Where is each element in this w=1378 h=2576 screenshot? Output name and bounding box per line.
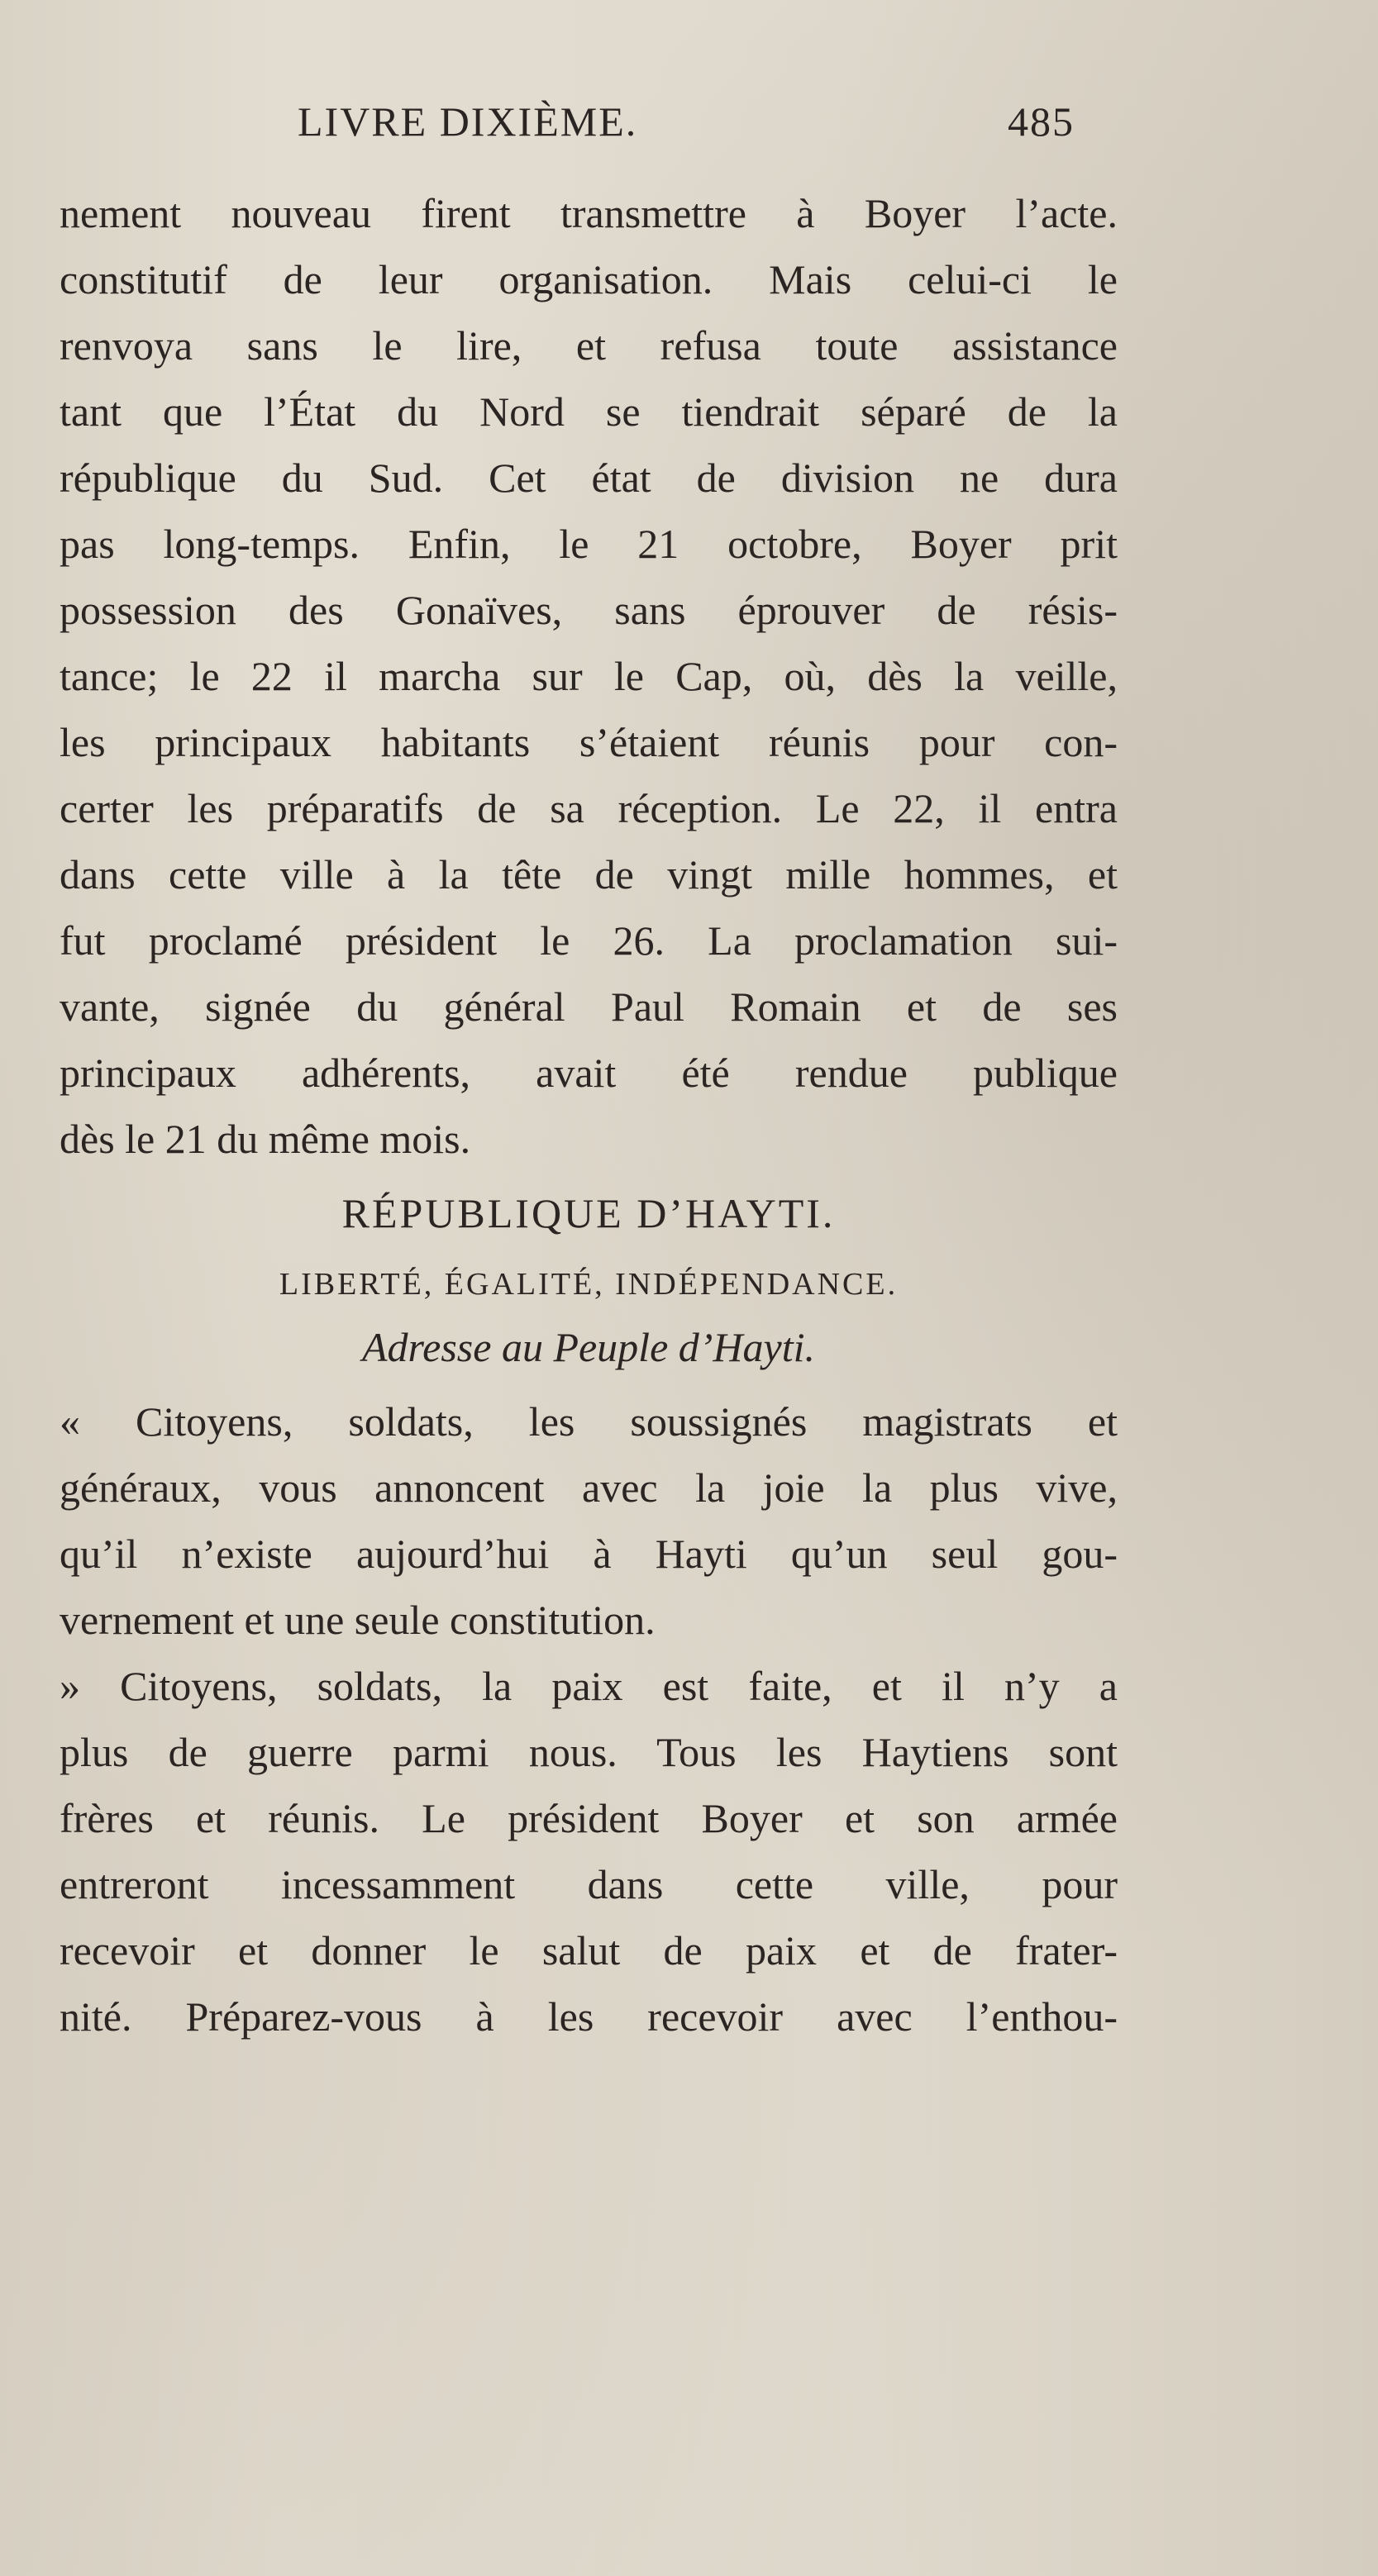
- text-line: généraux, vous annoncent avec la joie la plus vive,: [60, 1464, 1118, 1511]
- text-line: fut proclamé président le 26. La proclamation sui-: [60, 917, 1118, 964]
- paragraph-3: [60, 1653, 1118, 2050]
- text-line: recevoir et donner le salut de paix et de frater-: [60, 1927, 1118, 1974]
- text-line: constitutif de leur organisation. Mais celui-ci le: [60, 256, 1118, 302]
- text-line: certer les préparatifs de sa réception. Le 22, il entra: [60, 785, 1118, 831]
- text-line: dans cette ville à la tête de vingt mille hommes, et: [60, 851, 1118, 898]
- text-line: nement nouveau firent transmettre à Boyer l’acte.: [60, 190, 1118, 236]
- text-line: dès le 21 du même mois.: [60, 1116, 471, 1162]
- text-line: pas long-temps. Enfin, le 21 octobre, Boyer prit: [60, 521, 1118, 567]
- text-line: qu’il n’existe aujourd’hui à Hayti qu’un seul gou-: [60, 1531, 1118, 1577]
- document-title: RÉPUBLIQUE D’HAYTI.: [341, 1190, 836, 1236]
- text-line: principaux adhérents, avait été rendue publique: [60, 1050, 1118, 1096]
- text-line: possession des Gonaïves, sans éprouver de résis-: [60, 587, 1118, 633]
- paragraph-2: [60, 1388, 1118, 1653]
- text-line: tant que l’État du Nord se tiendrait séparé de la: [60, 388, 1118, 435]
- text-line: vernement et une seule constitution.: [60, 1597, 656, 1643]
- page-header: [298, 98, 1075, 147]
- text-line: nité. Préparez-vous à les recevoir avec l’enthou-: [60, 1993, 1118, 2040]
- text-line: renvoya sans le lire, et refusa toute assistance: [60, 322, 1118, 369]
- text-line: plus de guerre parmi nous. Tous les Haytiens sont: [60, 1729, 1118, 1775]
- text-line: entreront incessamment dans cette ville, pour: [60, 1861, 1118, 1907]
- body-text: [60, 180, 1118, 2050]
- address-heading: Adresse au Peuple d’Hayti.: [362, 1324, 815, 1370]
- text-line: les principaux habitants s’étaient réunis pour con-: [60, 719, 1118, 765]
- motto: LIBERTÉ, ÉGALITÉ, INDÉPENDANCE.: [279, 1267, 899, 1302]
- page-number: 485: [1008, 98, 1075, 145]
- text-line: « Citoyens, soldats, les soussignés magistrats et: [60, 1398, 1118, 1445]
- text-line: frères et réunis. Le président Boyer et son armée: [60, 1795, 1118, 1841]
- text-line: tance; le 22 il marcha sur le Cap, où, dès la veille,: [60, 653, 1118, 699]
- paragraph-1: [60, 180, 1118, 1172]
- text-line: » Citoyens, soldats, la paix est faite, et il n’y a: [60, 1663, 1118, 1709]
- text-line: république du Sud. Cet état de division ne dura: [60, 455, 1118, 501]
- running-title: LIVRE DIXIÈME.: [298, 98, 638, 145]
- text-line: vante, signée du général Paul Romain et de ses: [60, 983, 1118, 1030]
